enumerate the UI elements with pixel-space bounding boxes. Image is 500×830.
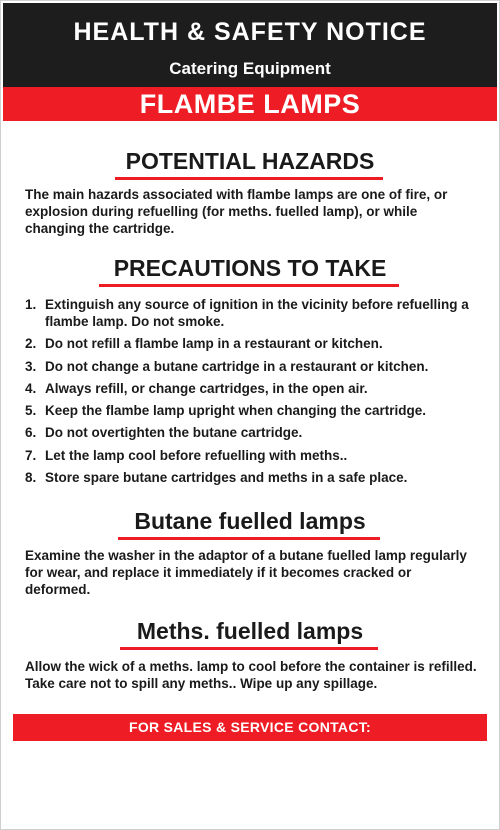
list-number: 5. [25,403,37,419]
list-text: Do not change a butane cartridge in a restaurant or kitchen. [45,358,429,374]
list-item [25,380,480,397]
list-item [25,335,480,352]
precautions-list [25,296,480,491]
precautions-underline [99,284,399,287]
title-banner [3,87,497,121]
contact-banner [13,714,487,741]
precautions-heading: PRECAUTIONS TO TAKE [113,255,387,281]
list-text: Always refill, or change cartridges, in the open air. [45,380,368,396]
list-item [25,358,480,375]
list-item [25,447,480,464]
header-bar [3,3,497,87]
list-text: Extinguish any source of ignition in the vicinity before refuelling a flambe lamp. Do not smoke. [45,297,469,329]
banner-title: FLAMBE LAMPS [139,89,361,119]
list-number: 4. [25,380,37,396]
list-number: 7. [25,447,37,463]
hazards-heading: POTENTIAL HAZARDS [125,148,375,174]
list-text: Let the lamp cool before refuelling with meths.. [45,447,348,463]
list-item [25,296,480,330]
list-number: 8. [25,470,37,486]
list-item [25,402,480,419]
list-item [25,469,480,486]
notice-subtitle: Catering Equipment [169,59,331,78]
contact-label: FOR SALES & SERVICE CONTACT: [128,719,371,735]
list-number: 3. [25,358,37,374]
list-item [25,424,480,441]
butane-text: Examine the washer in the adaptor of a butane fuelled lamp regularly for wear, and replace it immediately if it becomes cracked or deformed. [25,548,467,597]
list-text: Keep the flambe lamp upright when changing the cartridge. [45,403,427,419]
list-number: 6. [25,425,37,441]
list-text: Do not overtighten the butane cartridge. [45,425,303,441]
meths-heading: Meths. fuelled lamps [136,618,364,644]
list-number: 1. [25,297,37,312]
hazards-text: The main hazards associated with flambe lamps are one of fire, or explosion during refuelling (for meths. fuelled lamp), or while changing the cartridge. [25,187,448,236]
butane-heading: Butane fuelled lamps [134,508,366,534]
list-number: 2. [25,336,37,352]
butane-underline [118,537,380,540]
notice-title: HEALTH & SAFETY NOTICE [73,18,427,46]
hazards-underline [115,177,383,180]
list-text: Do not refill a flambe lamp in a restaurant or kitchen. [45,336,383,352]
list-text: Store spare butane cartridges and meths in a safe place. [45,470,408,486]
meths-underline [120,647,378,650]
meths-text: Allow the wick of a meths. lamp to cool before the container is refilled. Take care not to spill any meths.. Wipe up any spillage. [25,659,477,691]
